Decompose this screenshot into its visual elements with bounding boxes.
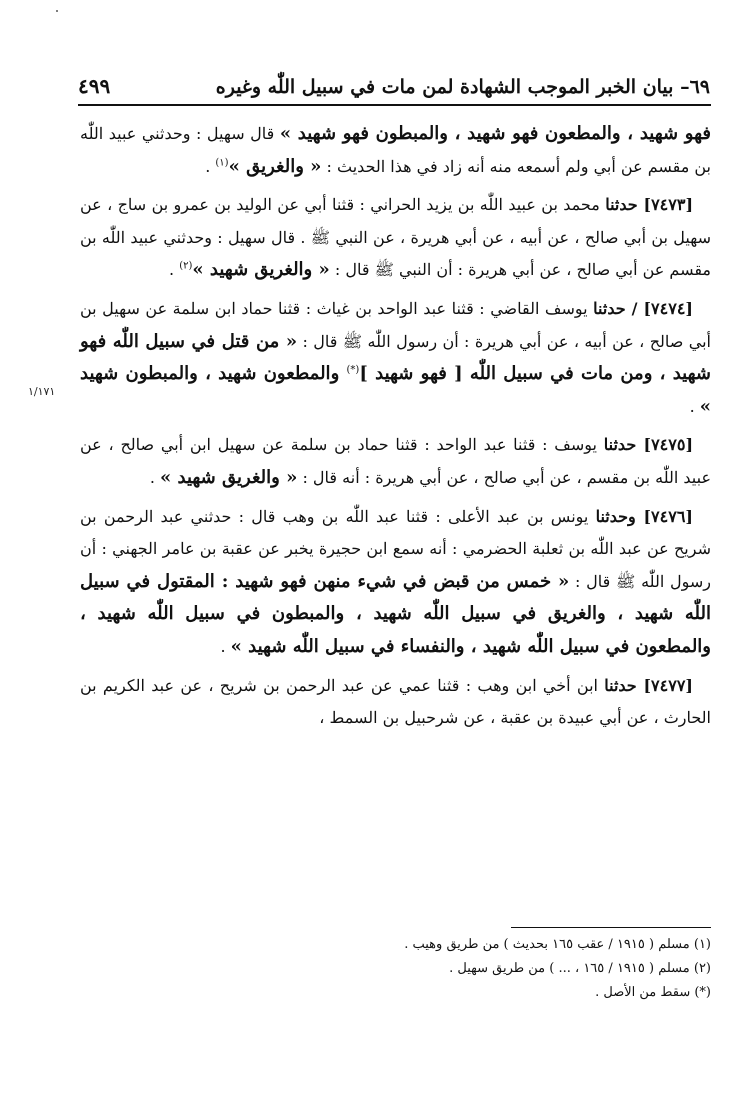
hadith-text: « خمس من قبض في شيء منهن فهو شهيد : المقتول في سبيل اللّٰه شهيد ، والغريق في سبيل اللّٰه شهيد ، والمبطون في سبيل اللّٰه شهيد ، والمطعون في سبيل اللّٰه شهيد ، والنفساء في سبيل اللّٰه شهيد » bbox=[80, 570, 711, 657]
hadith-number: [٧٤٧٦] bbox=[643, 506, 693, 526]
hadith-7476 bbox=[80, 501, 711, 664]
narration-text: قال سهيل : وحدثني عبيد اللّٰه بن مقسم عن أبي ولم أسمعه منه أنه زاد في هذا الحديث : bbox=[80, 124, 711, 176]
scan-speck bbox=[56, 10, 58, 12]
hadith-text: « والغريق » bbox=[228, 155, 322, 177]
footnote-1: (١) مسلم ( ١٩١٥ / عقب ١٦٥ بحديث ) من طريق وهيب . bbox=[404, 937, 711, 952]
footnote-ref: (١) bbox=[215, 157, 229, 169]
footnotes bbox=[80, 933, 711, 1005]
hadith-7473 bbox=[80, 189, 711, 287]
narration-keyword: وحدثنا bbox=[595, 506, 644, 526]
footnote-2: (٢) مسلم ( ١٩١٥ / ١٦٥ ، ... ) من طريق سهيل . bbox=[449, 961, 711, 976]
hadith-7477 bbox=[80, 670, 711, 735]
narration-text: ابن أخي ابن وهب : قثنا عمي عن عبد الرحمن بن شريح ، عن عبد الكريم بن الحارث ، عن أبي عبيدة بن عقبة ، عن شرحبيل بن السمط ، bbox=[80, 675, 711, 728]
punctuation: . bbox=[149, 467, 160, 487]
punctuation: . bbox=[169, 260, 180, 280]
header-rule bbox=[78, 104, 711, 106]
running-header bbox=[78, 62, 710, 98]
hadith-text: « والغريق شهيد » bbox=[192, 259, 330, 281]
narration-keyword: / حدثنا bbox=[593, 298, 644, 318]
hadith-text: والمطعون شهيد ، والمبطون شهيد » bbox=[80, 363, 711, 417]
chapter-title: ٦٩– بيان الخبر الموجب الشهادة لمن مات في سبيل اللّٰه وغيره bbox=[215, 76, 710, 98]
hadith-number: [٧٤٧٤] bbox=[643, 298, 693, 318]
footnote-ref: (*) bbox=[346, 364, 360, 376]
footnote-rule bbox=[511, 927, 711, 928]
manuscript-folio-note: ١/١٧١ bbox=[28, 385, 56, 398]
footnote-ref: (٢) bbox=[179, 261, 193, 273]
hadith-text: « من قتل في سبيل اللّٰه فهو شهيد ، ومن مات في سبيل اللّٰه [ فهو شهيد ] bbox=[80, 330, 711, 385]
narration-text: يوسف : قثنا عبد الواحد : قثنا حماد بن سلمة عن سهيل ابن أبي صالح ، عن عبيد اللّٰه بن مقسم ، عن أبي صالح ، عن أبي هريرة : أنه قال : bbox=[80, 435, 711, 487]
narration-keyword: حدثنا bbox=[604, 675, 644, 695]
hadith-number: [٧٤٧٧] bbox=[643, 675, 693, 695]
punctuation: . bbox=[220, 636, 231, 656]
narration-text: محمد بن عبيد اللّٰه بن يزيد الحراني : قثنا أبي عن الوليد بن عمرو بن ساج ، عن سهيل بن أبي صالح ، عن أبيه ، عن أبي هريرة ، عن النبي ﷺ . قال سهيل : وحدثني عبيد اللّٰه بن مقسم عن أبي صالح ، عن أبي هريرة : أن النبي ﷺ قال : bbox=[80, 195, 711, 280]
narration-keyword: حدثنا bbox=[603, 435, 644, 455]
footnote-star: (*) سقط من الأصل . bbox=[595, 985, 711, 1000]
hadith-number: [٧٤٧٣] bbox=[643, 195, 694, 215]
punctuation: . bbox=[689, 396, 700, 416]
page-number: ٤٩٩ bbox=[78, 74, 111, 98]
hadith-text: فهو شهيد ، والمطعون فهو شهيد ، والمبطون فهو شهيد » bbox=[279, 123, 711, 144]
main-text bbox=[80, 118, 711, 741]
narration-keyword: حدثنا bbox=[605, 195, 644, 215]
paragraph-continuation bbox=[80, 118, 711, 183]
hadith-number: [٧٤٧٥] bbox=[643, 435, 694, 455]
narration-text: يوسف القاضي : قثنا عبد الواحد بن غياث : قثنا حماد ابن سلمة عن سهيل بن أبي صالح ، عن أبيه ، عن أبي هريرة : أن رسول اللّٰه ﷺ قال : bbox=[80, 298, 711, 351]
narration-text: يونس بن عبد الأعلى : قثنا عبد اللّٰه بن وهب قال : حدثني عبد الرحمن بن شريح عن عبد اللّٰه بن ثعلبة الحضرمي : أنه سمع ابن حجيرة يخبر عن عقبة بن عامر الجهني : أن رسول اللّٰه ﷺ قال : bbox=[80, 506, 712, 591]
hadith-7474 bbox=[80, 293, 711, 423]
punctuation: . bbox=[205, 156, 216, 176]
hadith-7475 bbox=[80, 429, 711, 494]
hadith-text: « والغريق شهيد » bbox=[159, 466, 298, 488]
